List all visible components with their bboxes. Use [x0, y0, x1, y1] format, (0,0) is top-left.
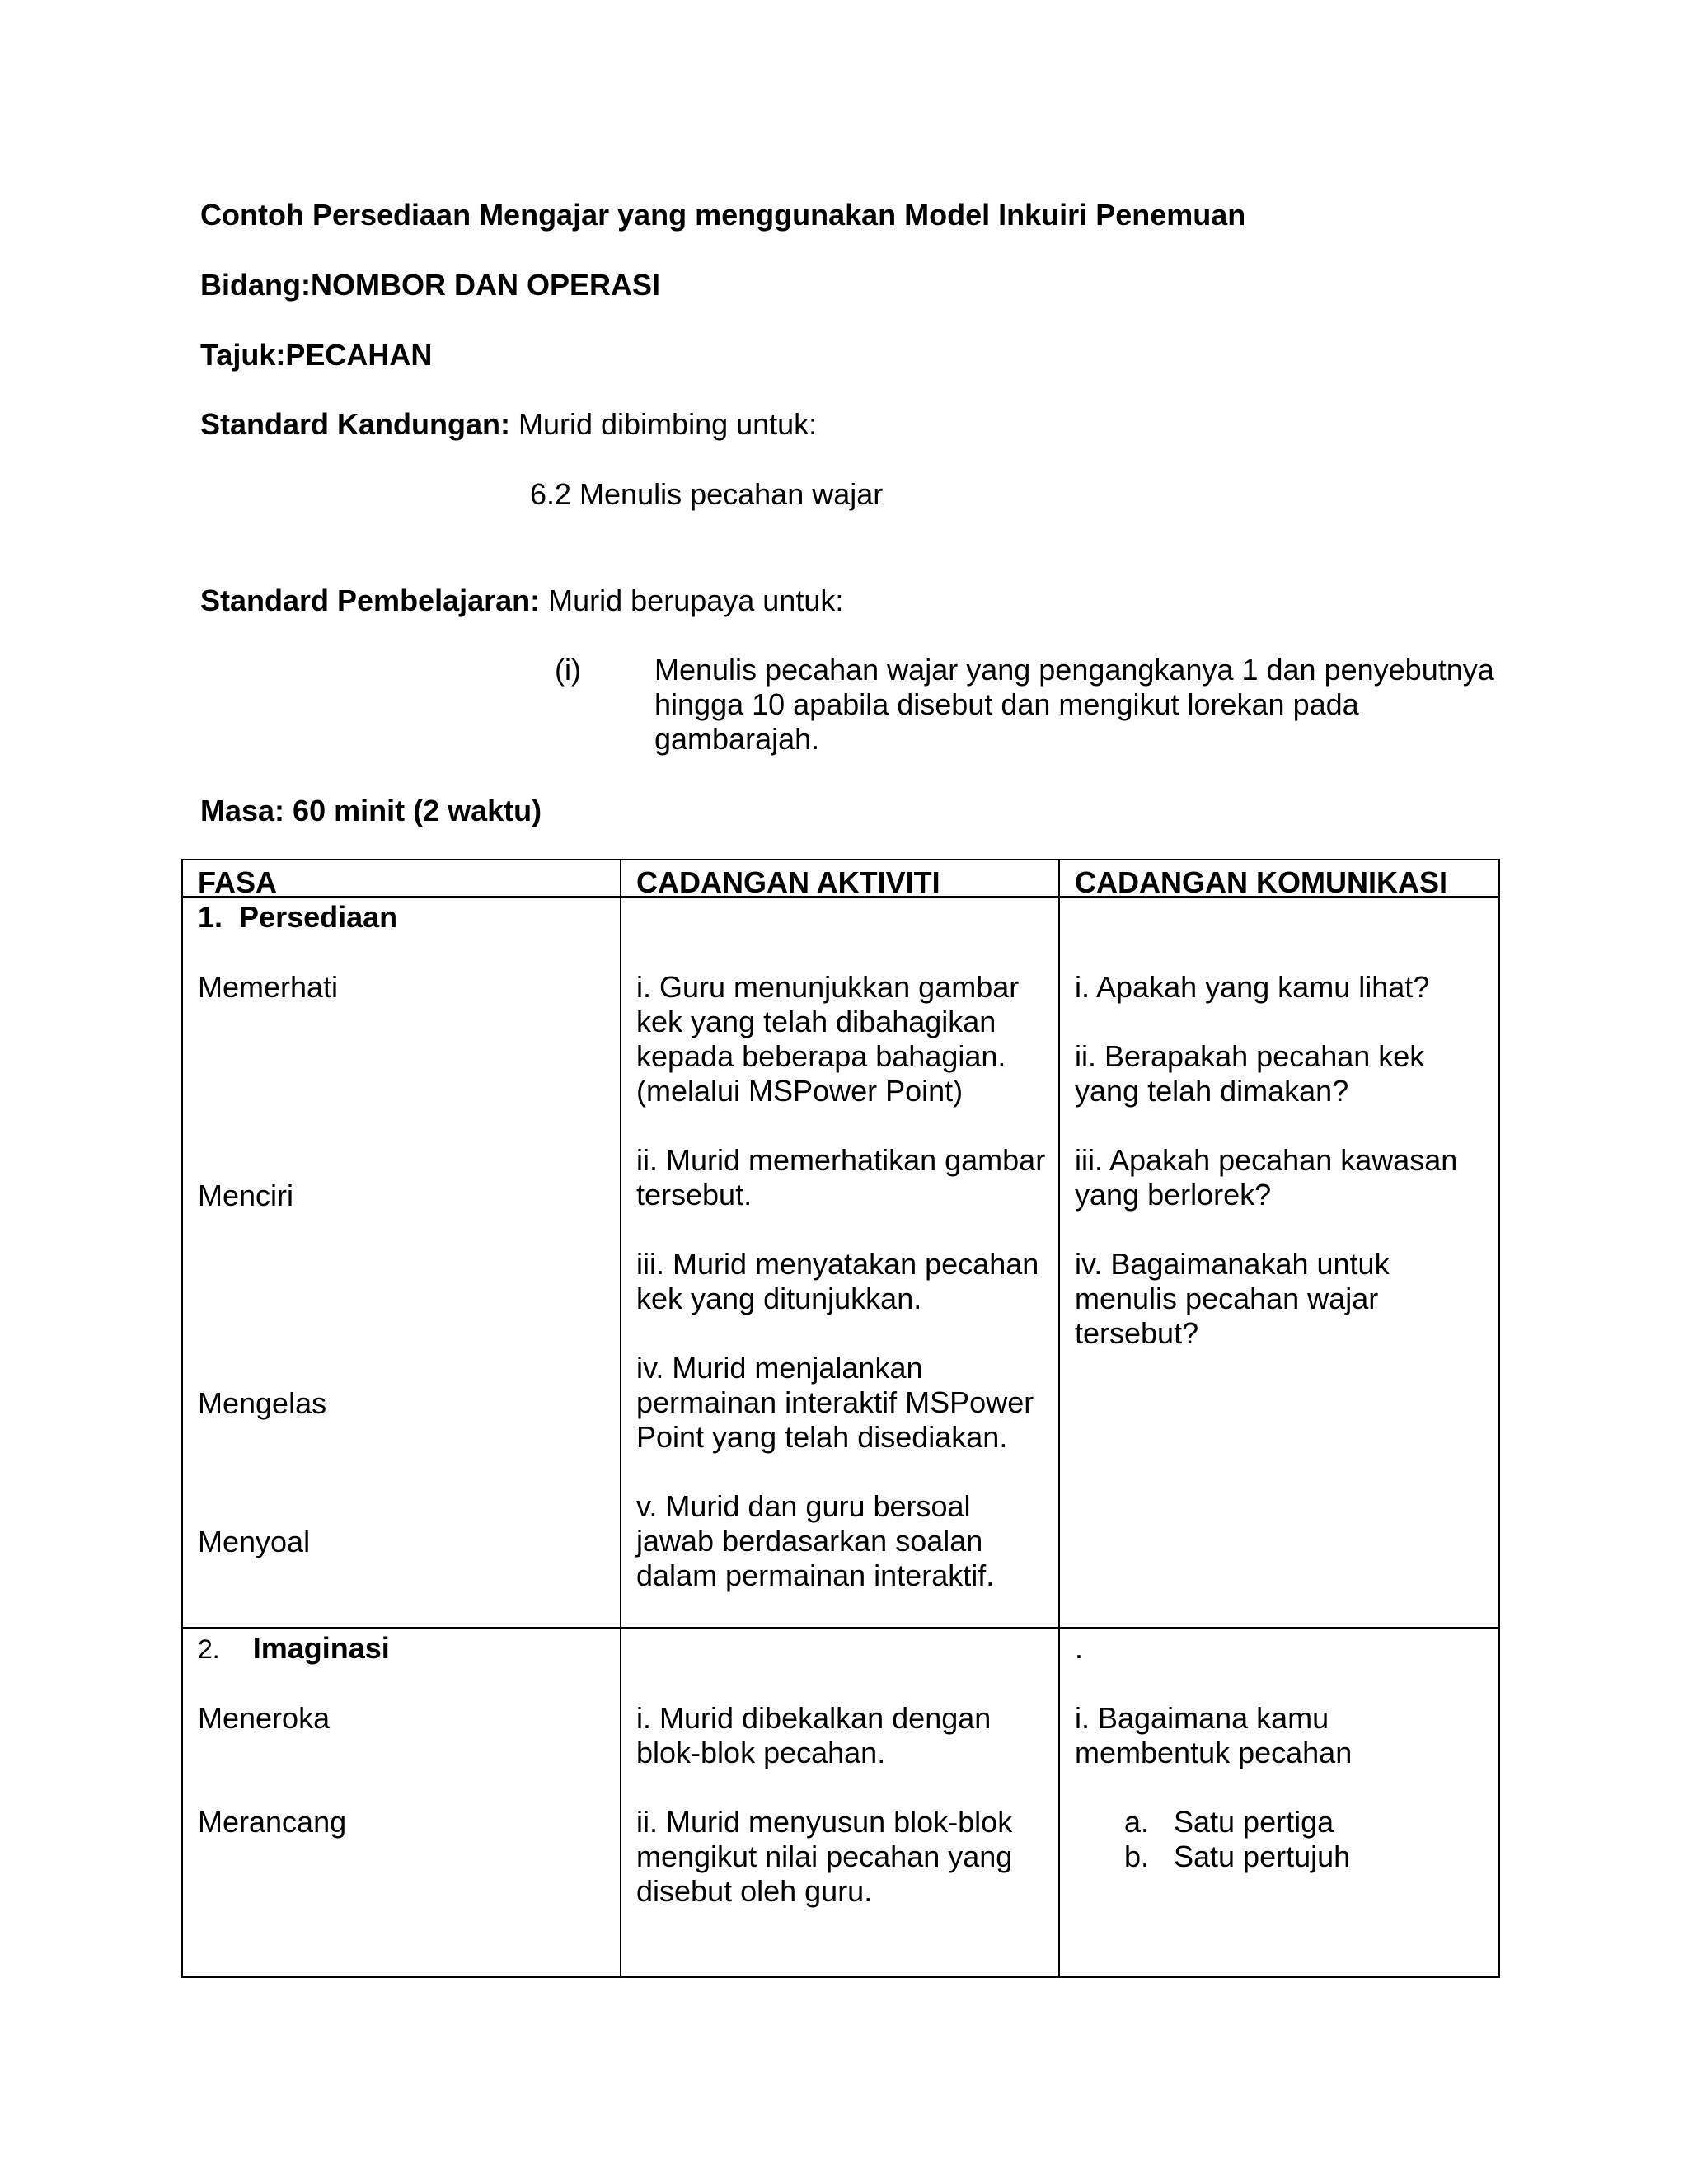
sub-list-letter: b. — [1124, 1840, 1150, 1873]
phase-1-name: Persediaan — [239, 900, 398, 934]
table-border-right — [1498, 859, 1500, 1978]
sub-list-item — [1124, 1805, 1350, 1840]
standard-kandungan-text: Murid dibimbing untuk: — [510, 407, 818, 441]
activity-item: ii. Murid menyusun blok-blok mengikut nilai pecahan yang disebut oleh guru. — [636, 1805, 1013, 1908]
activity-item: ii. Murid memerhatikan gambar tersebut. — [636, 1143, 1046, 1212]
activity-item: iv. Murid menjalankan permainan interaktif MSPower Point yang telah disediakan. — [636, 1351, 1034, 1454]
label-merancang: Merancang — [198, 1805, 347, 1839]
phase-1-activity-list — [636, 970, 1048, 1593]
activity-item: i. Murid dibekalkan dengan blok-blok pecahan. — [636, 1701, 992, 1769]
label-menyoal: Menyoal — [198, 1525, 311, 1558]
phase-2-title — [198, 1631, 390, 1666]
phase-2-communication-list — [1075, 1701, 1487, 1770]
standard-pembelajaran-item-number: (i) — [555, 653, 581, 687]
standard-pembelajaran-label: Standard Pembelajaran: — [200, 583, 541, 617]
communication-item: iii. Apakah pecahan kawasan yang berlorek? — [1075, 1143, 1458, 1212]
sub-list-text: Satu pertujuh — [1174, 1840, 1351, 1873]
phase-2-number: 2. — [198, 1634, 220, 1664]
standard-pembelajaran-text: Murid berupaya untuk: — [540, 583, 844, 617]
bidang-line: Bidang:NOMBOR DAN OPERASI — [200, 268, 660, 302]
communication-item: ii. Berapakah pecahan kek yang telah dimakan? — [1075, 1039, 1425, 1108]
standard-pembelajaran-item-text: Menulis pecahan wajar yang pengangkanya 1 dan penyebutnya hingga 10 apabila disebut dan mengikut lorekan pada gambarajah. — [654, 653, 1494, 756]
document-title: Contoh Persediaan Mengajar yang menggunakan Model Inkuiri Penemuan — [200, 198, 1246, 232]
phase-2-activity-list — [636, 1701, 1048, 1909]
activity-item: v. Murid dan guru bersoal jawab berdasarkan soalan dalam permainan interaktif. — [636, 1489, 995, 1592]
table-col-divider-2 — [1058, 859, 1060, 1978]
header-cadangan-komunikasi: CADANGAN KOMUNIKASI — [1075, 865, 1447, 899]
label-memerhati: Memerhati — [198, 970, 339, 1004]
standard-pembelajaran-line — [200, 583, 843, 618]
sub-list-letter: a. — [1124, 1805, 1150, 1839]
communication-item: i. Apakah yang kamu lihat? — [1075, 970, 1430, 1004]
sub-list-text: Satu pertiga — [1174, 1805, 1334, 1839]
phase-2-sub-list — [1124, 1805, 1350, 1874]
label-meneroka: Meneroka — [198, 1701, 331, 1735]
standard-kandungan-line — [200, 407, 817, 442]
label-mengelas: Mengelas — [198, 1386, 327, 1420]
sub-list-item — [1124, 1840, 1350, 1874]
phase-1-number: 1. — [198, 900, 223, 934]
communication-item: i. Bagaimana kamu membentuk pecahan — [1075, 1701, 1353, 1769]
standard-kandungan-item: 6.2 Menulis pecahan wajar — [530, 477, 884, 511]
table-border-left — [181, 859, 183, 1978]
table-border-bottom — [181, 1976, 1500, 1978]
phase-2-communication-dot: . — [1075, 1631, 1084, 1665]
header-fasa: FASA — [198, 865, 278, 899]
activity-item: iii. Murid menyatakan pecahan kek yang ditunjukkan. — [636, 1247, 1039, 1315]
phase-1-title — [198, 900, 397, 935]
activity-item: i. Guru menunjukkan gambar kek yang telah dibahagikan kepada beberapa bahagian. (melalui MSPower Point) — [636, 970, 1020, 1108]
phase-2-name: Imaginasi — [252, 1631, 390, 1665]
label-menciri: Menciri — [198, 1179, 294, 1212]
phase-1-communication-list — [1075, 970, 1487, 1351]
table-border-top — [181, 859, 1500, 860]
header-cadangan-aktiviti: CADANGAN AKTIVITI — [636, 865, 940, 899]
standard-kandungan-label: Standard Kandungan: — [200, 407, 510, 441]
table-row-divider — [181, 1627, 1500, 1629]
masa-line: Masa: 60 minit (2 waktu) — [200, 794, 542, 827]
table-col-divider-1 — [620, 859, 621, 1978]
tajuk-line: Tajuk:PECAHAN — [200, 338, 433, 372]
communication-item: iv. Bagaimanakah untuk menulis pecahan wajar tersebut? — [1075, 1247, 1390, 1350]
